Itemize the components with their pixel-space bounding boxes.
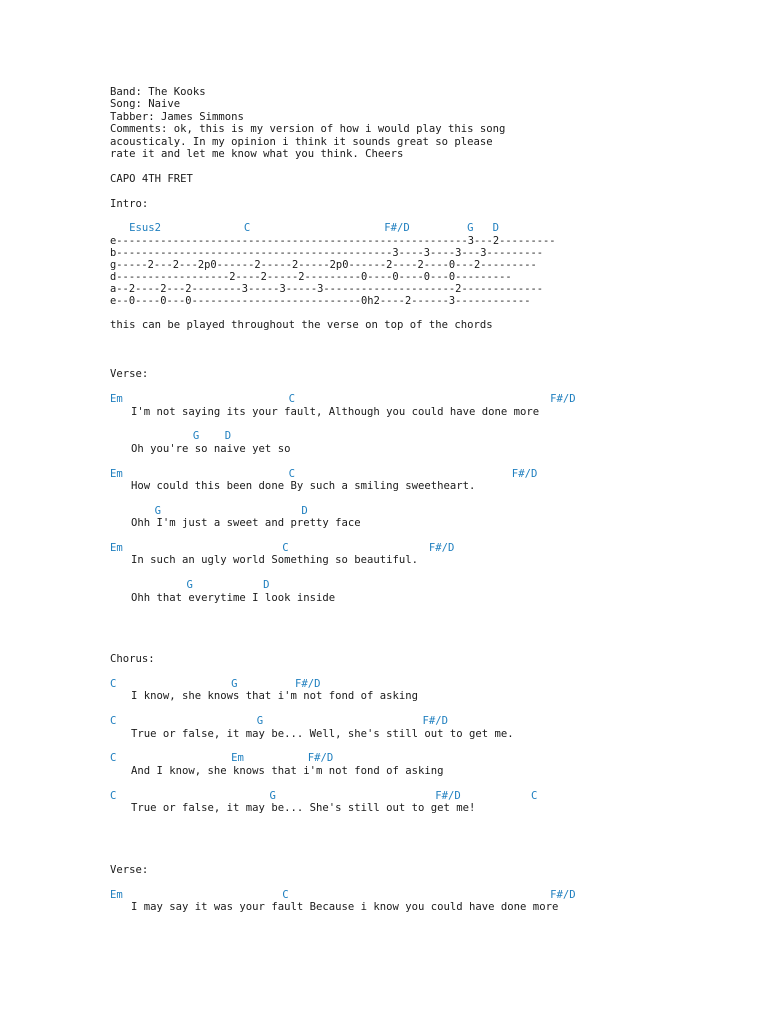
- chorus-lyric-4: True or false, it may be... She's still out to get me!: [131, 801, 476, 814]
- tab-string-b: b--------------------------------------------3----3----3---3---------: [110, 246, 544, 259]
- chorus-label: Chorus:: [110, 653, 155, 666]
- verse1-chords-4: G D: [110, 504, 308, 517]
- chorus-chords-2: C G F#/D: [110, 715, 449, 728]
- verse1-lyric-1: I'm not saying its your fault, Although you could have done more: [131, 405, 540, 418]
- verse1-chords-2: G D: [110, 430, 232, 443]
- intro-label: Intro:: [110, 197, 149, 210]
- chorus-lyric-2: True or false, it may be... Well, she's still out to get me.: [131, 727, 514, 740]
- capo-line: CAPO 4TH FRET: [110, 172, 193, 185]
- tab-string-e-low: e--0----0---0---------------------------0h2----2------3------------: [110, 294, 531, 307]
- intro-chords: Esus2 C F#/D G D: [110, 222, 500, 235]
- tab-string-e-high: e--------------------------------------------------------3---2---------: [110, 234, 556, 247]
- chorus-lyric-3: And I know, she knows that i'm not fond of asking: [131, 764, 444, 777]
- verse1-lyric-3: How could this been done By such a smiling sweetheart.: [131, 479, 476, 492]
- comments-line-1: Comments: ok, this is my version of how i would play this song: [110, 123, 506, 136]
- tab-string-d: d------------------2----2-----2---------0----0----0---0---------: [110, 270, 512, 283]
- tab-document: [110, 86, 750, 913]
- chorus-chords-1: C G F#/D: [110, 678, 321, 691]
- verse2-label: Verse:: [110, 863, 149, 876]
- comments-line-3: rate it and let me know what you think. Cheers: [110, 147, 404, 160]
- tab-string-a: a--2----2---2--------3-----3-----3---------------------2-------------: [110, 282, 544, 295]
- verse1-lyric-4: Ohh I'm just a sweet and pretty face: [131, 517, 361, 530]
- verse1-lyric-2: Oh you're so naive yet so: [131, 442, 291, 455]
- comments-line-2: acousticaly. In my opinion i think it sounds great so please: [110, 135, 493, 148]
- verse2-chords-1: Em C F#/D: [110, 888, 576, 901]
- verse1-lyric-6: Ohh that everytime I look inside: [131, 591, 336, 604]
- intro-note: this can be played throughout the verse on top of the chords: [110, 319, 493, 332]
- verse1-chords-6: G D: [110, 579, 270, 592]
- verse-label: Verse:: [110, 368, 149, 381]
- band-line: Band: The Kooks: [110, 86, 206, 98]
- tab-string-g: g-----2---2---2p0------2-----2-----2p0------2----2----0---2---------: [110, 258, 537, 271]
- verse2-lyric-1: I may say it was your fault Because i know you could have done more: [131, 900, 559, 913]
- tabber-line: Tabber: James Simmons: [110, 110, 244, 123]
- verse1-chords-3: Em C F#/D: [110, 467, 538, 480]
- verse1-chords-5: Em C F#/D: [110, 541, 455, 554]
- song-line: Song: Naive: [110, 98, 181, 111]
- chorus-lyric-1: I know, she knows that i'm not fond of asking: [131, 690, 419, 703]
- chorus-chords-4: C G F#/D C: [110, 789, 538, 802]
- verse1-chords-1: Em C F#/D: [110, 393, 576, 406]
- chorus-chords-3: C Em F#/D: [110, 752, 334, 765]
- verse1-lyric-5: In such an ugly world Something so beautiful.: [131, 554, 419, 567]
